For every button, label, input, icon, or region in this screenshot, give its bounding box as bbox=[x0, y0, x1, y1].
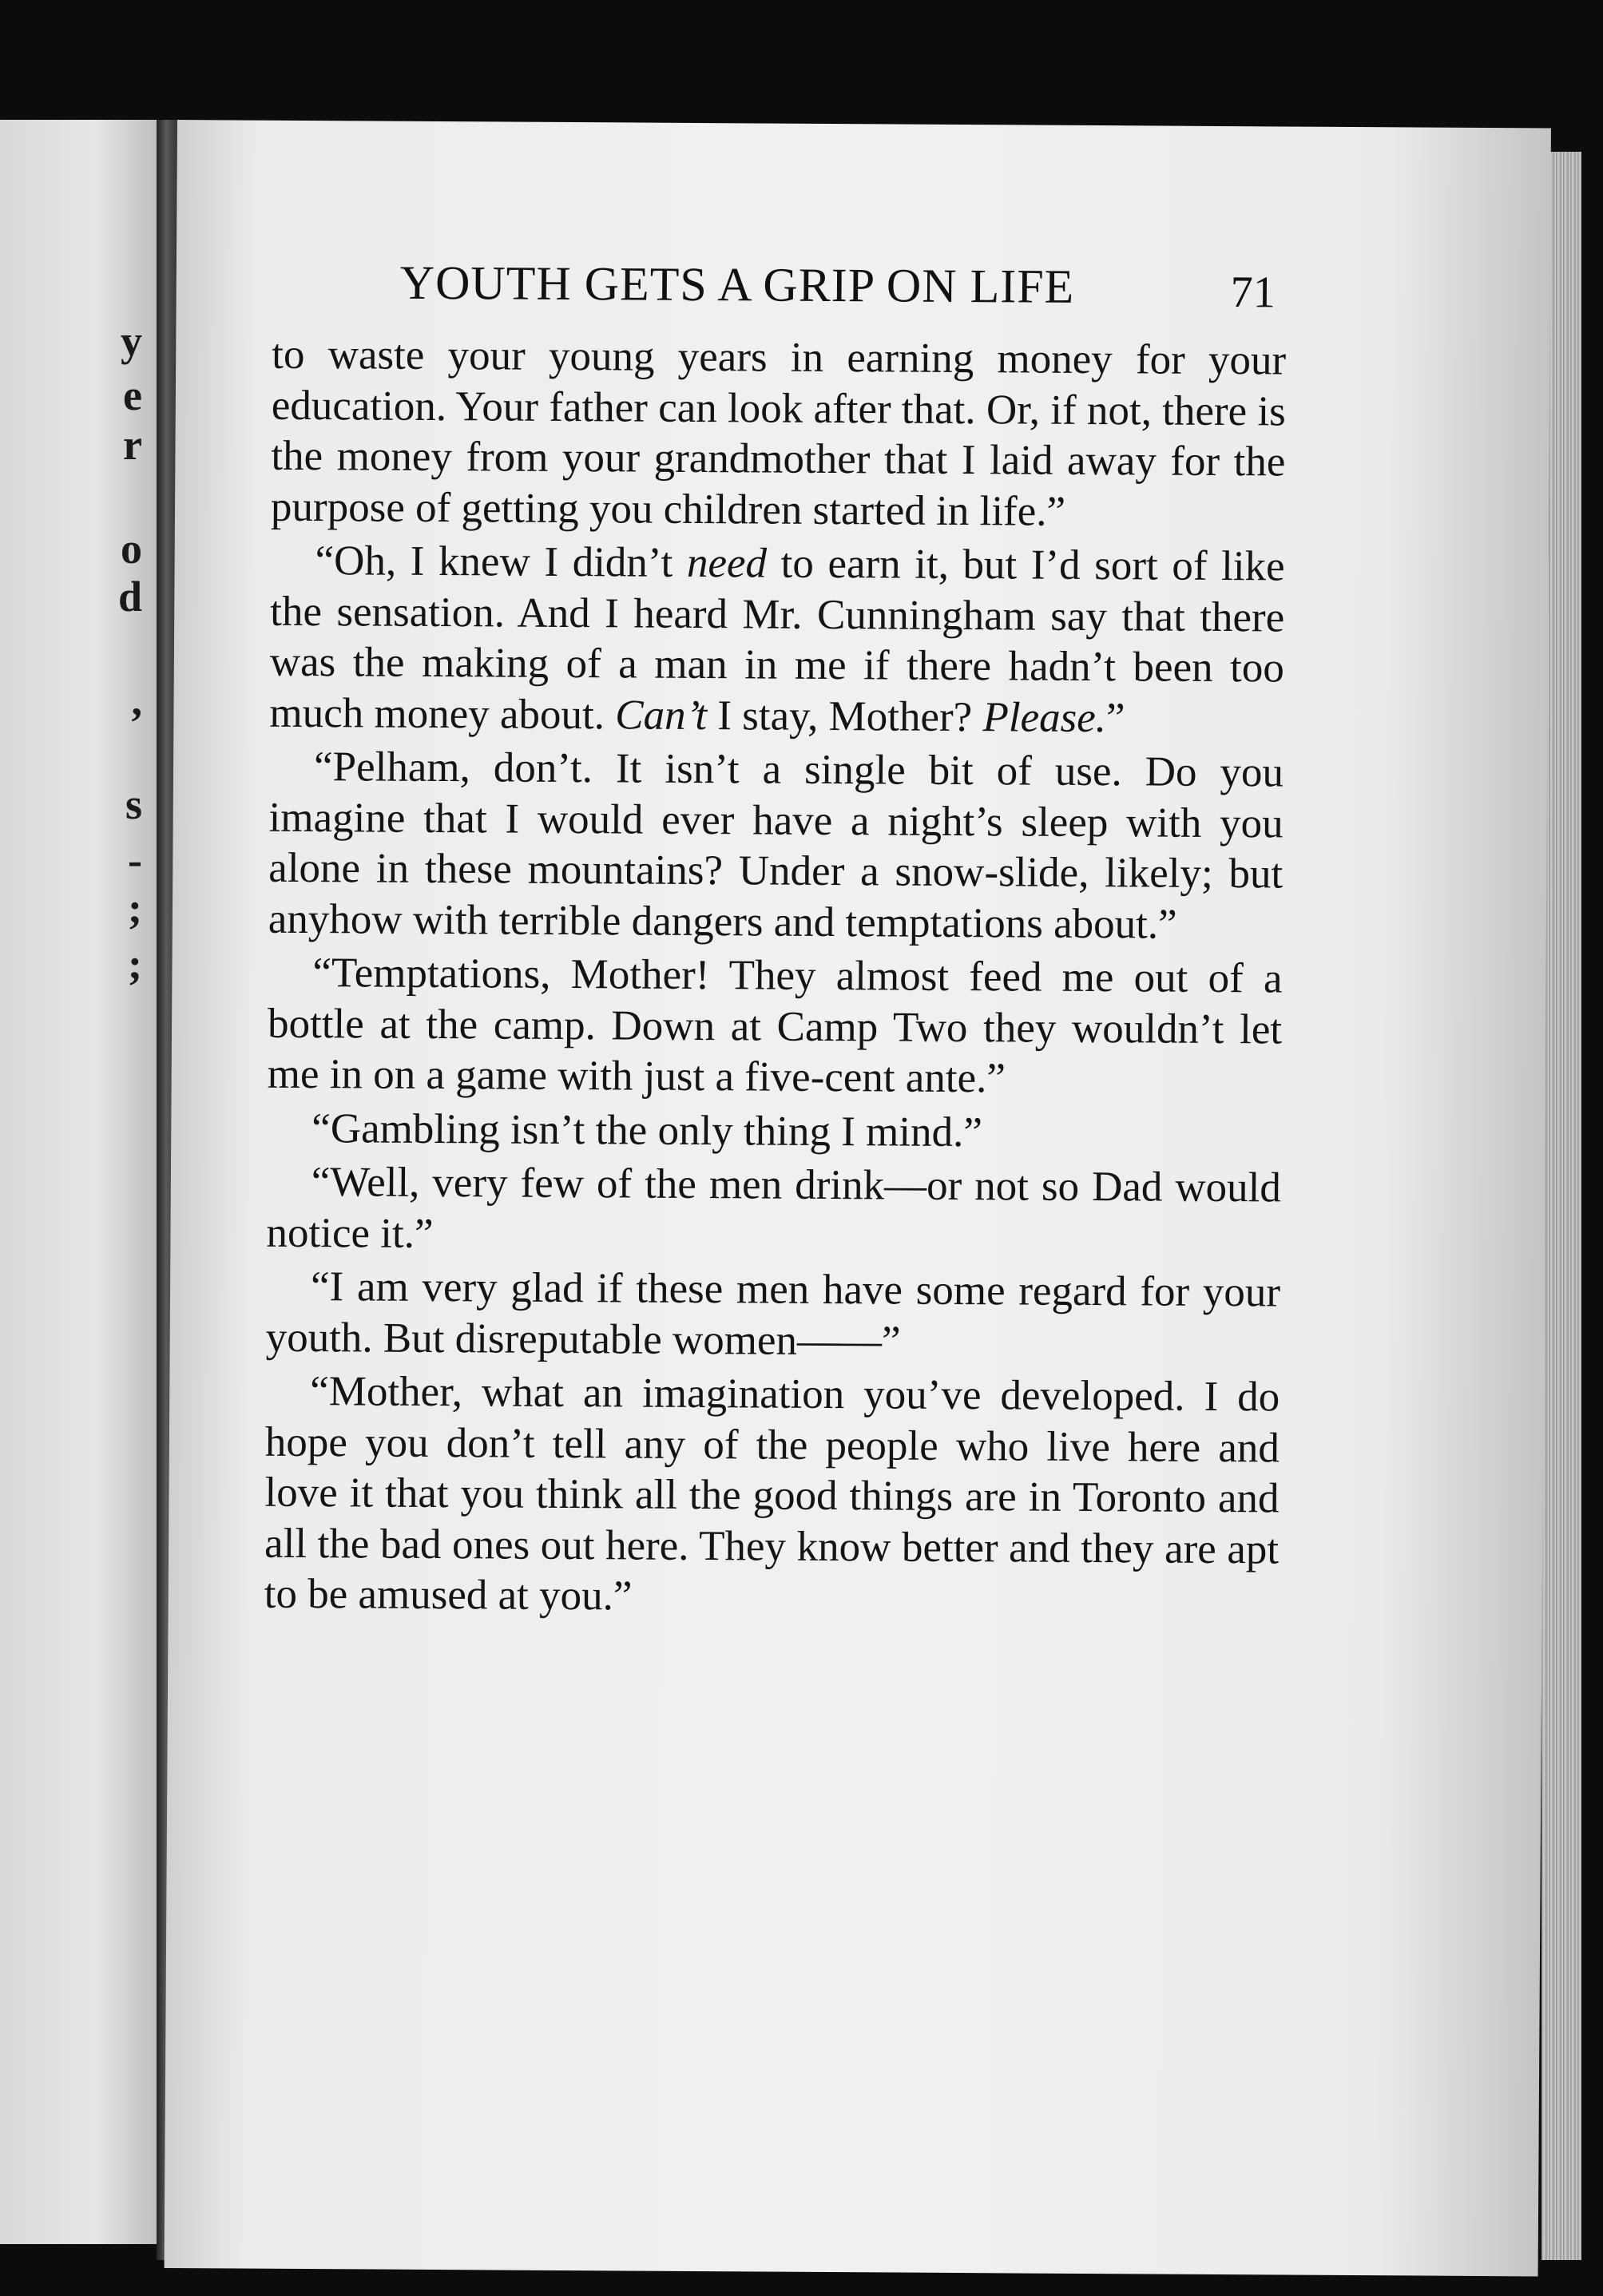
left-facing-page bbox=[0, 120, 160, 2244]
left-page-fragment: ; bbox=[128, 884, 142, 932]
left-page-fragment: r bbox=[123, 421, 142, 469]
running-head-title: YOUTH GETS A GRIP ON LIFE bbox=[399, 256, 1075, 313]
paragraph: “I am very glad if these men have some regard for your youth. But disreputable women——” bbox=[265, 1263, 1281, 1365]
emphasis: need bbox=[686, 539, 768, 587]
paragraph bbox=[269, 536, 1285, 745]
paragraph-text: “Oh, I knew I didn’t bbox=[315, 537, 688, 586]
left-page-fragment: - bbox=[128, 836, 142, 884]
paragraph: to waste your young years in earning money for your education. Your father can look after that. Or, if not, there is the money from your grandmother that I laid away for the purpose of getting you children started in life.” bbox=[270, 331, 1287, 535]
body-text bbox=[264, 330, 1287, 1626]
paragraph: “Pelham, don’t. It isn’t a single bit of use. Do you imagine that I would ever have a night’s sleep with you alone in these mountains? Under a snow-slide, likely; but anyhow with terrible dangers and temptations about.” bbox=[268, 744, 1284, 948]
book-page bbox=[165, 120, 1551, 2276]
paragraph: “Mother, what an imagination you’ve developed. I do hope you don’t tell any of the people who live here and love it that you think all the good things are in Toronto and all the bad ones out here. They know better and they are apt to be amused at you.” bbox=[264, 1368, 1280, 1620]
left-page-fragment: , bbox=[131, 676, 142, 724]
page-number: 71 bbox=[1230, 268, 1276, 318]
paragraph: “Gambling isn’t the only thing I mind.” bbox=[311, 1104, 983, 1156]
left-page-fragment: o bbox=[121, 525, 142, 573]
paragraph-text: ” bbox=[1105, 694, 1125, 741]
left-page-fragment: d bbox=[117, 573, 142, 621]
emphasis: Can’t bbox=[615, 691, 708, 739]
emphasis: Please. bbox=[982, 693, 1107, 741]
left-page-fragment: e bbox=[123, 371, 142, 419]
left-page-fragment: s bbox=[125, 780, 142, 828]
paragraph-text: I stay, Mother? bbox=[706, 692, 983, 740]
paragraph: “Well, very few of the men drink—or not so Dad would notice it.” bbox=[266, 1159, 1282, 1257]
running-head bbox=[176, 254, 1549, 327]
left-page-fragment: ; bbox=[128, 940, 142, 988]
paragraph: “Temptations, Mother! They almost feed me out of a bottle at the camp. Down at Camp Two they wouldn’t let me in on a game with just a five-cent ante.” bbox=[267, 950, 1283, 1102]
left-page-fragment: y bbox=[121, 317, 142, 365]
paragraph-text: to earn it, but I’d sort of like the sensation. And I heard Mr. Cunningham say that there was the making of a man in me if there hadn’t been too much money about. bbox=[269, 540, 1285, 738]
